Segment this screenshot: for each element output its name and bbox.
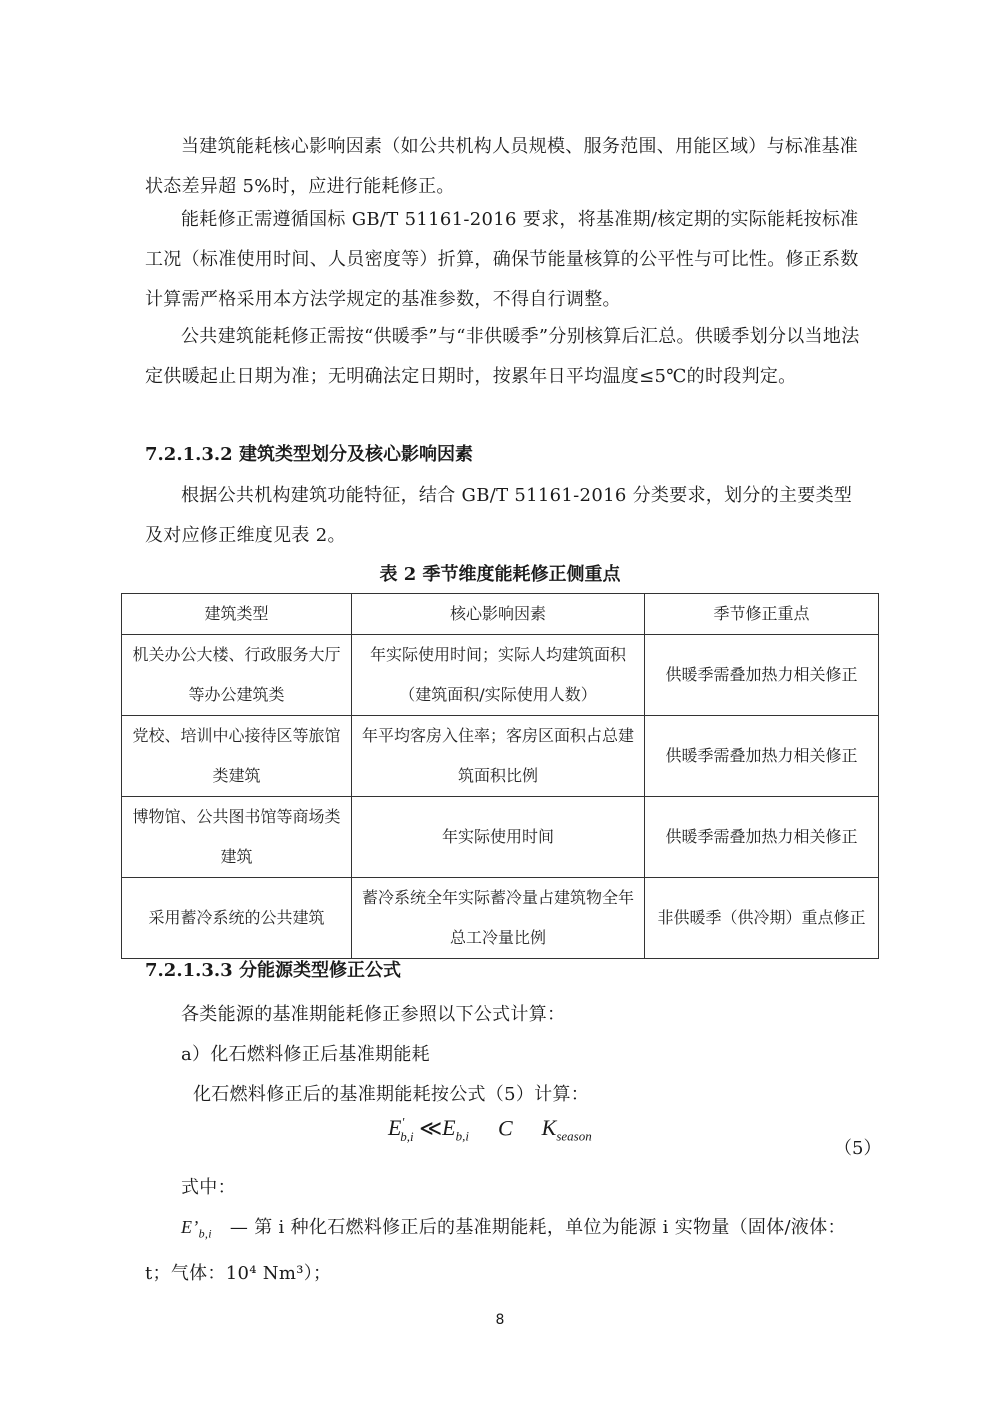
- table-row: [122, 797, 879, 878]
- table-row: [122, 716, 879, 797]
- formula-5: [388, 1115, 592, 1145]
- formula-term-e: $E_{b,i}$: [442, 1115, 469, 1144]
- cell-core-factors: 年平均客房入住率；客房区面积占总建筑面积比例: [352, 716, 645, 797]
- paragraph-formula-reference: 化石燃料修正后的基准期能耗按公式（5）计算：: [193, 1084, 590, 1105]
- cell-season-focus: 非供暖季（供冷期）重点修正: [645, 878, 879, 959]
- table-row: [122, 878, 879, 959]
- paragraph-where: 式中：: [181, 1177, 236, 1198]
- cell-building-type: 博物馆、公共图书馆等商场类建筑: [122, 797, 352, 878]
- cell-building-type: 机关办公大楼、行政服务大厅等办公建筑类: [122, 635, 352, 716]
- cell-building-type: 党校、培训中心接待区等旅馆类建筑: [122, 716, 352, 797]
- formula-lhs: $E'_{b,i}$: [388, 1115, 414, 1144]
- variable-definition: [145, 1207, 865, 1294]
- list-item-fossil-fuel: a）化石燃料修正后基准期能耗: [181, 1044, 430, 1065]
- table-header-row: [122, 594, 879, 635]
- cell-core-factors: 蓄冷系统全年实际蓄冷量占建筑物全年总工冷量比例: [352, 878, 645, 959]
- paragraph-formula-intro: 各类能源的基准期能耗修正参照以下公式计算：: [181, 1004, 566, 1025]
- cell-building-type: 采用蓄冷系统的公共建筑: [122, 878, 352, 959]
- paragraph-correction-trigger: 当建筑能耗核心影响因素（如公共机构人员规模、服务范围、用能区域）与标准基准状态差异超 5%时，应进行能耗修正。: [145, 136, 859, 197]
- equation-number: （5）: [834, 1138, 882, 1159]
- cell-season-focus: 供暖季需叠加热力相关修正: [645, 716, 879, 797]
- formula-term-k: $K_{season}$: [541, 1115, 592, 1144]
- paragraph-correction-standard: 能耗修正需遵循国标 GB/T 51161-2016 要求，将基准期/核定期的实际能耗按标准工况（标准使用时间、人员密度等）折算，确保节能量核算的公平性与可比性。修正系数计算需严格采用本方法学规定的基准参数，不得自行调整。: [145, 209, 859, 310]
- cell-season-focus: 供暖季需叠加热力相关修正: [645, 797, 879, 878]
- section-heading-7-2-1-3-3: 7.2.1.3.3 分能源类型修正公式: [145, 960, 401, 981]
- table-row: [122, 635, 879, 716]
- season-correction-table: [121, 593, 879, 959]
- header-core-factors: 核心影响因素: [352, 594, 645, 635]
- header-season-focus: 季节修正重点: [645, 594, 879, 635]
- cell-season-focus: 供暖季需叠加热力相关修正: [645, 635, 879, 716]
- cell-core-factors: 年实际使用时间: [352, 797, 645, 878]
- table-caption: 表 2 季节维度能耗修正侧重点: [379, 564, 621, 585]
- page-number: 8: [495, 1312, 505, 1328]
- section-heading-7-2-1-3-2: 7.2.1.3.2 建筑类型划分及核心影响因素: [145, 444, 473, 465]
- variable-symbol: $E’_{b,i}$: [181, 1217, 212, 1241]
- variable-description: — 第 i 种化石燃料修正后的基准期能耗，单位为能源 i 实物量（固体/液体：t；气体：10⁴ Nm³）；: [145, 1217, 846, 1284]
- cell-core-factors: 年实际使用时间；实际人均建筑面积（建筑面积/实际使用人数）: [352, 635, 645, 716]
- paragraph-heating-season: 公共建筑能耗修正需按“供暖季”与“非供暖季”分别核算后汇总。供暖季划分以当地法定供暖起止日期为准；无明确法定日期时，按累年日平均温度≤5℃的时段判定。: [145, 326, 860, 387]
- formula-term-c: C: [497, 1115, 513, 1141]
- paragraph-building-types: 根据公共机构建筑功能特征，结合 GB/T 51161-2016 分类要求，划分的主要类型及对应修正维度见表 2。: [145, 485, 853, 546]
- formula-operator: ≪: [419, 1115, 443, 1141]
- header-building-type: 建筑类型: [122, 594, 352, 635]
